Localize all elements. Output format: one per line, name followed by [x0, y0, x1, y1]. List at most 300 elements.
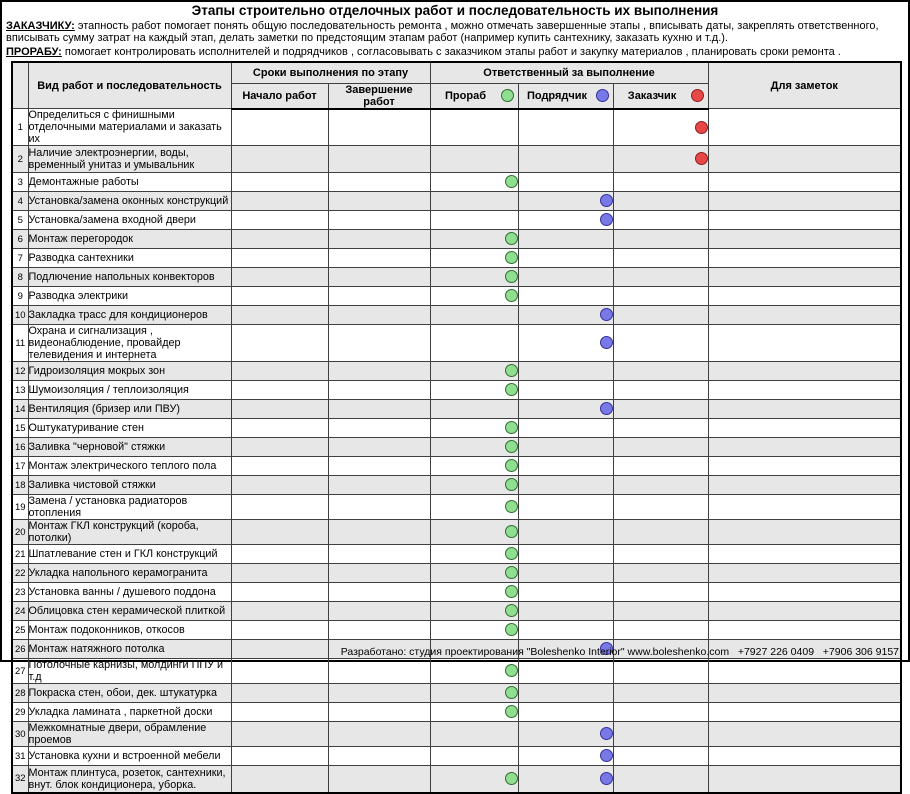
row-number: 2: [12, 146, 28, 173]
foreman-marker-icon: [505, 686, 518, 699]
end-date-cell: [328, 109, 430, 146]
foreman-cell: [430, 146, 518, 173]
foreman-marker-icon: [505, 270, 518, 283]
customer-cell: [613, 381, 708, 400]
foreman-cell: [430, 659, 518, 684]
notes-cell: [708, 381, 901, 400]
foreman-marker-icon: [505, 500, 518, 513]
foreman-cell: [430, 583, 518, 602]
end-date-cell: [328, 173, 430, 192]
customer-cell: [613, 109, 708, 146]
end-date-cell: [328, 495, 430, 520]
end-date-cell: [328, 438, 430, 457]
contractor-cell: [518, 109, 613, 146]
work-label: Оштукатуривание стен: [28, 419, 231, 438]
table-row: [12, 306, 901, 325]
notes-cell: [708, 766, 901, 793]
work-label: Шпатлевание стен и ГКЛ конструкций: [28, 545, 231, 564]
contractor-marker-icon: [600, 213, 613, 226]
start-date-cell: [231, 602, 328, 621]
notes-cell: [708, 583, 901, 602]
end-date-cell: [328, 268, 430, 287]
work-label: Укладка ламината , паркетной доски: [28, 703, 231, 722]
customer-marker-icon: [695, 152, 708, 165]
contractor-cell: [518, 287, 613, 306]
foreman-marker-icon: [505, 440, 518, 453]
foreman-cell: [430, 766, 518, 793]
work-label: Монтаж подоконников, откосов: [28, 621, 231, 640]
row-number: 25: [12, 621, 28, 640]
end-date-cell: [328, 520, 430, 545]
contractor-marker-icon: [600, 772, 613, 785]
foreman-marker-icon: [505, 772, 518, 785]
foreman-marker-icon: [505, 251, 518, 264]
notes-cell: [708, 109, 901, 146]
contractor-cell: [518, 362, 613, 381]
contractor-cell: [518, 520, 613, 545]
start-date-cell: [231, 520, 328, 545]
notes-cell: [708, 495, 901, 520]
notes-column-header: Для заметок: [708, 62, 901, 109]
start-date-cell: [231, 476, 328, 495]
end-date-cell: [328, 476, 430, 495]
foreman-cell: [430, 268, 518, 287]
table-row: [12, 381, 901, 400]
foreman-marker-icon: [505, 566, 518, 579]
table-row: [12, 602, 901, 621]
table-row: [12, 438, 901, 457]
notes-cell: [708, 192, 901, 211]
start-date-cell: [231, 230, 328, 249]
customer-marker-icon: [695, 121, 708, 134]
notes-cell: [708, 306, 901, 325]
customer-cell: [613, 659, 708, 684]
foreman-cell: [430, 419, 518, 438]
work-label: Демонтажные работы: [28, 173, 231, 192]
start-date-cell: [231, 287, 328, 306]
foreman-marker-icon: [505, 364, 518, 377]
customer-cell: [613, 684, 708, 703]
work-label: Межкомнатные двери, обрамление проемов: [28, 722, 231, 747]
row-number: 15: [12, 419, 28, 438]
foreman-cell: [430, 287, 518, 306]
start-date-cell: [231, 438, 328, 457]
customer-cell: [613, 545, 708, 564]
notes-cell: [708, 659, 901, 684]
foreman-cell: [430, 476, 518, 495]
foreman-cell: [430, 362, 518, 381]
contractor-cell: [518, 249, 613, 268]
contractor-cell: [518, 325, 613, 362]
work-label: Монтаж натяжного потолка: [28, 640, 231, 659]
start-date-cell: [231, 249, 328, 268]
foreman-cell: [430, 325, 518, 362]
table-row: [12, 564, 901, 583]
foreman-marker-icon: [505, 525, 518, 538]
start-date-cell: [231, 268, 328, 287]
work-label: Закладка трасс для кондиционеров: [28, 306, 231, 325]
customer-cell: [613, 211, 708, 230]
customer-cell: [613, 419, 708, 438]
foreman-cell: [430, 520, 518, 545]
work-label: Заливка "черновой" стяжки: [28, 438, 231, 457]
start-date-cell: [231, 109, 328, 146]
row-number: 7: [12, 249, 28, 268]
end-column-header: Завершение работ: [328, 83, 430, 109]
foreman-cell: [430, 621, 518, 640]
contractor-marker-icon: [600, 727, 613, 740]
customer-cell: [613, 457, 708, 476]
end-date-cell: [328, 362, 430, 381]
header-row-groups: [12, 62, 901, 83]
customer-cell: [613, 325, 708, 362]
work-label: Шумоизоляция / теплоизоляция: [28, 381, 231, 400]
start-date-cell: [231, 703, 328, 722]
end-date-cell: [328, 457, 430, 476]
customer-cell: [613, 362, 708, 381]
table-row: [12, 583, 901, 602]
foreman-marker-icon: [505, 547, 518, 560]
start-date-cell: [231, 192, 328, 211]
work-table-body: [12, 109, 901, 793]
start-date-cell: [231, 419, 328, 438]
customer-cell: [613, 766, 708, 793]
responsible-group-header: Ответственный за выполнение: [430, 62, 708, 83]
start-date-cell: [231, 766, 328, 793]
work-label: Замена / установка радиаторов отопления: [28, 495, 231, 520]
start-date-cell: [231, 583, 328, 602]
row-number: 27: [12, 659, 28, 684]
foreman-marker-icon: [505, 232, 518, 245]
foreman-marker-icon: [505, 664, 518, 677]
row-number: 30: [12, 722, 28, 747]
work-label: Разводка электрики: [28, 287, 231, 306]
table-row: [12, 325, 901, 362]
customer-cell: [613, 173, 708, 192]
foreman-cell: [430, 747, 518, 766]
work-label: Укладка напольного керамогранита: [28, 564, 231, 583]
start-date-cell: [231, 495, 328, 520]
notes-cell: [708, 268, 901, 287]
end-date-cell: [328, 722, 430, 747]
contractor-cell: [518, 621, 613, 640]
notes-cell: [708, 703, 901, 722]
row-number: 17: [12, 457, 28, 476]
notes-cell: [708, 230, 901, 249]
row-number: 26: [12, 640, 28, 659]
contractor-cell: [518, 173, 613, 192]
start-date-cell: [231, 684, 328, 703]
start-date-cell: [231, 457, 328, 476]
table-row: [12, 659, 901, 684]
end-date-cell: [328, 703, 430, 722]
work-column-header: Вид работ и последовательность: [28, 62, 231, 109]
notes-cell: [708, 747, 901, 766]
foreman-marker-icon: [505, 623, 518, 636]
foreman-cell: [430, 602, 518, 621]
dates-group-header: Сроки выполнения по этапу: [231, 62, 430, 83]
table-row: [12, 747, 901, 766]
contractor-column-header: [518, 83, 613, 109]
foreman-marker-icon: [505, 289, 518, 302]
work-label: Установка кухни и встроенной мебели: [28, 747, 231, 766]
work-label: Подлючение напольных конвекторов: [28, 268, 231, 287]
end-date-cell: [328, 684, 430, 703]
customer-cell: [613, 230, 708, 249]
notes-cell: [708, 419, 901, 438]
contractor-cell: [518, 438, 613, 457]
customer-cell: [613, 146, 708, 173]
table-row: [12, 545, 901, 564]
end-date-cell: [328, 325, 430, 362]
contractor-cell: [518, 230, 613, 249]
table-row: [12, 495, 901, 520]
work-stages-table: [11, 61, 902, 794]
customer-intro-label: ЗАКАЗЧИКУ:: [6, 20, 75, 32]
work-label: Вентиляция (бризер или ПВУ): [28, 400, 231, 419]
foreman-cell: [430, 545, 518, 564]
foreman-marker-icon: [505, 421, 518, 434]
contractor-cell: [518, 495, 613, 520]
intro-text: [6, 20, 903, 58]
notes-cell: [708, 400, 901, 419]
start-date-cell: [231, 362, 328, 381]
contractor-cell: [518, 400, 613, 419]
customer-cell: [613, 520, 708, 545]
foreman-column-header: [430, 83, 518, 109]
foreman-cell: [430, 211, 518, 230]
contractor-marker-icon: [600, 308, 613, 321]
start-date-cell: [231, 722, 328, 747]
contractor-marker-icon: [600, 402, 613, 415]
row-number: 11: [12, 325, 28, 362]
work-label: Заливка чистовой стяжки: [28, 476, 231, 495]
contractor-cell: [518, 703, 613, 722]
table-row: [12, 109, 901, 146]
notes-cell: [708, 621, 901, 640]
row-number: 28: [12, 684, 28, 703]
work-label: Покраска стен, обои, дек. штукатурка: [28, 684, 231, 703]
end-date-cell: [328, 621, 430, 640]
notes-cell: [708, 362, 901, 381]
start-date-cell: [231, 564, 328, 583]
end-date-cell: [328, 545, 430, 564]
contractor-cell: [518, 766, 613, 793]
customer-legend-icon: [691, 89, 704, 102]
customer-cell: [613, 400, 708, 419]
contractor-cell: [518, 211, 613, 230]
end-date-cell: [328, 419, 430, 438]
notes-cell: [708, 545, 901, 564]
work-label: Установка/замена входной двери: [28, 211, 231, 230]
end-date-cell: [328, 602, 430, 621]
work-label: Разводка сантехники: [28, 249, 231, 268]
customer-cell: [613, 747, 708, 766]
table-row: [12, 722, 901, 747]
foreman-marker-icon: [505, 478, 518, 491]
table-row: [12, 684, 901, 703]
notes-cell: [708, 438, 901, 457]
work-label: Монтаж перегородок: [28, 230, 231, 249]
work-label: Установка/замена оконных конструкций: [28, 192, 231, 211]
foreman-cell: [430, 564, 518, 583]
customer-column-header: [613, 83, 708, 109]
foreman-legend-icon: [501, 89, 514, 102]
notes-cell: [708, 722, 901, 747]
foreman-cell: [430, 457, 518, 476]
contractor-cell: [518, 381, 613, 400]
customer-cell: [613, 192, 708, 211]
contractor-marker-icon: [600, 749, 613, 762]
end-date-cell: [328, 306, 430, 325]
foreman-marker-icon: [505, 604, 518, 617]
foreman-cell: [430, 109, 518, 146]
notes-cell: [708, 146, 901, 173]
contractor-cell: [518, 564, 613, 583]
contractor-cell: [518, 659, 613, 684]
start-date-cell: [231, 621, 328, 640]
customer-cell: [613, 306, 708, 325]
work-label: Облицовка стен керамической плиткой: [28, 602, 231, 621]
work-label: Потолочные карнизы, молдинги ППУ и т.д: [28, 659, 231, 684]
foreman-cell: [430, 722, 518, 747]
end-date-cell: [328, 211, 430, 230]
foreman-intro-text: помогает контролировать исполнителей и подрядчиков , согласовывать с заказчиком этапы работ и закупку материалов , планировать сроки ремонта .: [61, 45, 841, 58]
contractor-cell: [518, 457, 613, 476]
row-number: 13: [12, 381, 28, 400]
table-row: [12, 362, 901, 381]
contractor-cell: [518, 545, 613, 564]
start-column-header: Начало работ: [231, 83, 328, 109]
end-date-cell: [328, 766, 430, 793]
table-row: [12, 400, 901, 419]
customer-cell: [613, 249, 708, 268]
table-row: [12, 766, 901, 793]
row-number: 5: [12, 211, 28, 230]
foreman-cell: [430, 703, 518, 722]
foreman-cell: [430, 495, 518, 520]
contractor-cell: [518, 747, 613, 766]
contractor-cell: [518, 476, 613, 495]
contractor-label: Подрядчик: [526, 89, 588, 102]
end-date-cell: [328, 583, 430, 602]
contractor-legend-icon: [596, 89, 609, 102]
table-row: [12, 192, 901, 211]
work-label: Охрана и сигнализация , видеонаблюдение, провайдер телевидения и интернета: [28, 325, 231, 362]
page-title: Этапы строительно отделочных работ и последовательность их выполнения: [191, 3, 719, 18]
customer-cell: [613, 268, 708, 287]
notes-cell: [708, 173, 901, 192]
work-label: Наличие электроэнергии, воды, временный унитаз и умывальник: [28, 146, 231, 173]
notes-cell: [708, 249, 901, 268]
row-number: 16: [12, 438, 28, 457]
customer-cell: [613, 621, 708, 640]
end-date-cell: [328, 400, 430, 419]
start-date-cell: [231, 640, 328, 659]
notes-cell: [708, 564, 901, 583]
work-label: Установка ванны / душевого поддона: [28, 583, 231, 602]
contractor-cell: [518, 192, 613, 211]
customer-cell: [613, 564, 708, 583]
foreman-cell: [430, 400, 518, 419]
foreman-cell: [430, 249, 518, 268]
start-date-cell: [231, 545, 328, 564]
end-date-cell: [328, 192, 430, 211]
end-date-cell: [328, 287, 430, 306]
notes-cell: [708, 457, 901, 476]
table-row: [12, 146, 901, 173]
notes-cell: [708, 520, 901, 545]
contractor-cell: [518, 419, 613, 438]
notes-cell: [708, 211, 901, 230]
contractor-cell: [518, 268, 613, 287]
notes-cell: [708, 684, 901, 703]
row-number: 24: [12, 602, 28, 621]
table-row: [12, 211, 901, 230]
customer-cell: [613, 287, 708, 306]
table-row: [12, 703, 901, 722]
table-row: [12, 476, 901, 495]
contractor-cell: [518, 602, 613, 621]
table-row: [12, 287, 901, 306]
table-row: [12, 249, 901, 268]
table-row: [12, 173, 901, 192]
foreman-marker-icon: [505, 705, 518, 718]
notes-cell: [708, 325, 901, 362]
customer-cell: [613, 476, 708, 495]
work-label: Монтаж ГКЛ конструкций (короба, потолки): [28, 520, 231, 545]
foreman-cell: [430, 230, 518, 249]
foreman-label: Прораб: [445, 89, 486, 102]
row-number: 32: [12, 766, 28, 793]
work-label: Гидроизоляция мокрых зон: [28, 362, 231, 381]
foreman-cell: [430, 438, 518, 457]
row-number-header: [12, 62, 28, 109]
end-date-cell: [328, 249, 430, 268]
row-number: 19: [12, 495, 28, 520]
foreman-cell: [430, 306, 518, 325]
foreman-marker-icon: [505, 585, 518, 598]
contractor-cell: [518, 684, 613, 703]
row-number: 4: [12, 192, 28, 211]
customer-cell: [613, 583, 708, 602]
customer-cell: [613, 495, 708, 520]
row-number: 6: [12, 230, 28, 249]
start-date-cell: [231, 381, 328, 400]
row-number: 22: [12, 564, 28, 583]
end-date-cell: [328, 564, 430, 583]
row-number: 10: [12, 306, 28, 325]
start-date-cell: [231, 325, 328, 362]
table-row: [12, 230, 901, 249]
table-row: [12, 457, 901, 476]
end-date-cell: [328, 146, 430, 173]
contractor-cell: [518, 146, 613, 173]
table-row: [12, 621, 901, 640]
foreman-cell: [430, 381, 518, 400]
row-number: 31: [12, 747, 28, 766]
row-number: 9: [12, 287, 28, 306]
notes-cell: [708, 602, 901, 621]
end-date-cell: [328, 381, 430, 400]
foreman-marker-icon: [505, 459, 518, 472]
notes-cell: [708, 287, 901, 306]
row-number: 3: [12, 173, 28, 192]
start-date-cell: [231, 306, 328, 325]
contractor-cell: [518, 583, 613, 602]
row-number: 21: [12, 545, 28, 564]
start-date-cell: [231, 400, 328, 419]
